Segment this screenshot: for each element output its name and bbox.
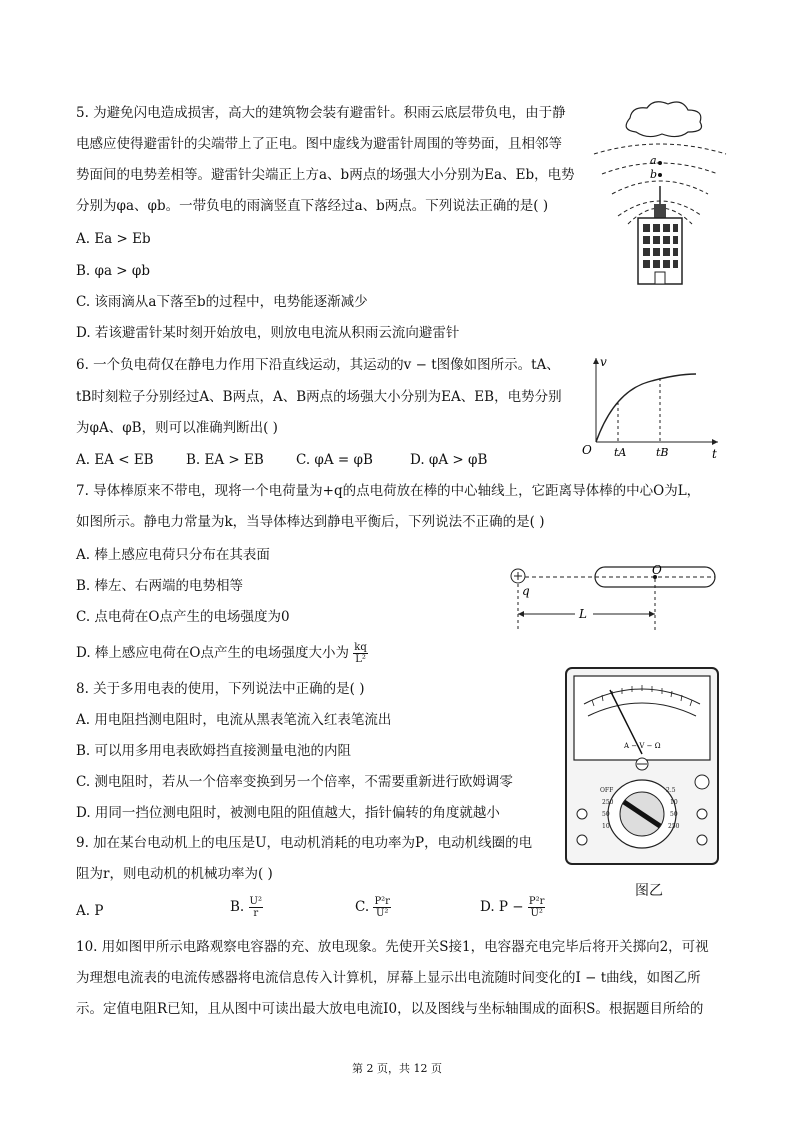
q5-line-1: 5. 为避免闪电造成损害，高大的建筑物会装有避雷针。积雨云底层带负电，由于静 xyxy=(76,105,566,121)
svg-text:q: q xyxy=(522,584,530,598)
q6-option-d: D. φA > φB xyxy=(410,452,488,468)
svg-text:L: L xyxy=(579,607,587,621)
q6-line-1: 6. 一个负电荷仅在静电力作用下沿直线运动，其运动的v − t图像如图所示。tA、 xyxy=(76,357,560,373)
svg-text:tA: tA xyxy=(614,446,627,459)
label-b: b xyxy=(650,168,658,181)
svg-text:O: O xyxy=(652,563,662,577)
q9-option-b: B. $\frac{\text{U²}}{r}$ xyxy=(230,896,262,919)
v-t-graph xyxy=(578,352,728,464)
svg-text:50: 50 xyxy=(602,811,610,818)
svg-text:250: 250 xyxy=(602,799,614,806)
svg-text:OFF: OFF xyxy=(600,787,614,794)
q5-option-d: D. 若该避雷针某时刻开始放电，则放电电流从积雨云流向避雷针 xyxy=(76,325,460,341)
point-b xyxy=(658,173,662,177)
q5-option-a: A. Ea > Eb xyxy=(76,231,151,247)
q10-line-1: 10. 用如图甲所示电路观察电容器的充、放电现象。先使开关S接1，电容器充电完毕后将开关掷向2，可视 xyxy=(76,939,709,955)
q8-line-1: 8. 关于多用电表的使用，下列说法中正确的是( ) xyxy=(76,681,365,697)
multimeter-figure xyxy=(562,664,724,872)
q8-option-c: C. 测电阻时，若从一个倍率变换到另一个倍率，不需要重新进行欧姆调零 xyxy=(76,774,513,790)
svg-text:A − V − Ω: A − V − Ω xyxy=(624,742,661,750)
svg-text:2.5: 2.5 xyxy=(666,787,676,794)
q10-line-2: 为理想电流表的电流传感器将电流信息传入计算机，屏幕上显示出电流随时间变化的I − t曲线，如图乙所 xyxy=(76,970,701,986)
svg-text:tB: tB xyxy=(656,446,669,459)
q7-option-d: D. 棒上感应电荷在O点产生的电场强度大小为 $\frac{kq}{\text{L²}}$ xyxy=(76,642,367,665)
q6-option-a: A. EA < EB xyxy=(76,452,154,468)
cloud-icon xyxy=(626,102,701,137)
q9-option-c: C. $\frac{\text{P²r}}{\text{U²}}$ xyxy=(355,896,390,919)
label-a: a xyxy=(650,154,657,167)
svg-text:50: 50 xyxy=(670,811,678,818)
q5-option-b: B. φa > φb xyxy=(76,263,150,279)
q6-option-b: B. EA > EB xyxy=(186,452,264,468)
q5-option-c: C. 该雨滴从a下落至b的过程中，电势能逐渐减少 xyxy=(76,294,368,310)
q5-line-3: 势面间的电势差相等。避雷针尖端正上方a、b两点的场强大小分别为Ea、Eb，电势 xyxy=(76,167,575,183)
page-footer: 第 2 页，共 12 页 xyxy=(352,1062,442,1075)
q8-option-a: A. 用电阻挡测电阻时，电流从黑表笔流入红表笔流出 xyxy=(76,712,392,728)
svg-text:250: 250 xyxy=(668,823,680,830)
q7-line-2: 如图所示。静电力常量为k，当导体棒达到静电平衡后，下列说法不正确的是( ) xyxy=(76,514,545,530)
point-a xyxy=(658,161,662,165)
q9-line-2: 阻为r，则电动机的机械功率为( ) xyxy=(76,866,273,882)
q7-line-1: 7. 导体棒原来不带电，现将一个电荷量为+q的点电荷放在棒的中心轴线上，它距离导体棒的中心O为L， xyxy=(76,483,701,499)
q9-line-1: 9. 加在某台电动机上的电压是U，电动机消耗的电功率为P，电动机线圈的电 xyxy=(76,835,533,851)
q6-option-c: C. φA = φB xyxy=(296,452,373,468)
q7-option-c: C. 点电荷在O点产生的电场强度为0 xyxy=(76,609,290,625)
svg-text:10: 10 xyxy=(670,799,678,806)
figure-caption: 图乙 xyxy=(635,883,663,899)
q10-line-3: 示。定值电阻R已知，且从图中可读出最大放电电流I0，以及图线与坐标轴围成的面积S。根据题目所给的 xyxy=(76,1001,704,1017)
svg-text:O: O xyxy=(582,443,592,457)
q8-option-b: B. 可以用多用电表欧姆挡直接测量电池的内阻 xyxy=(76,743,352,759)
lightning-rod-figure xyxy=(592,96,732,288)
q6-line-3: 为φA、φB，则可以准确判断出( ) xyxy=(76,420,278,436)
q5-line-4: 分别为φa、φb。一带负电的雨滴竖直下落经过a、b两点。下列说法正确的是( ) xyxy=(76,198,549,214)
velocity-curve xyxy=(596,374,696,442)
q7-option-a: A. 棒上感应电荷只分布在其表面 xyxy=(76,547,270,563)
q6-line-2: tB时刻粒子分别经过A、B两点，A、B两点的场强大小分别为EA、EB，电势分别 xyxy=(76,389,562,405)
q7-option-b: B. 棒左、右两端的电势相等 xyxy=(76,578,244,594)
svg-text:t: t xyxy=(712,447,717,461)
q9-option-d: D. P − $\frac{\text{P²r}}{\text{U²}}$ xyxy=(480,896,545,919)
svg-text:10: 10 xyxy=(602,823,610,830)
q5-line-2: 电感应使得避雷针的尖端带上了正电。图中虚线为避雷针周围的等势面，且相邻等 xyxy=(76,136,562,152)
q8-option-d: D. 用同一挡位测电阻时，被测电阻的阻值越大，指针偏转的角度就越小 xyxy=(76,805,500,821)
rod-figure xyxy=(505,562,727,634)
svg-text:v: v xyxy=(600,355,607,369)
q9-option-a: A. P xyxy=(76,903,104,919)
